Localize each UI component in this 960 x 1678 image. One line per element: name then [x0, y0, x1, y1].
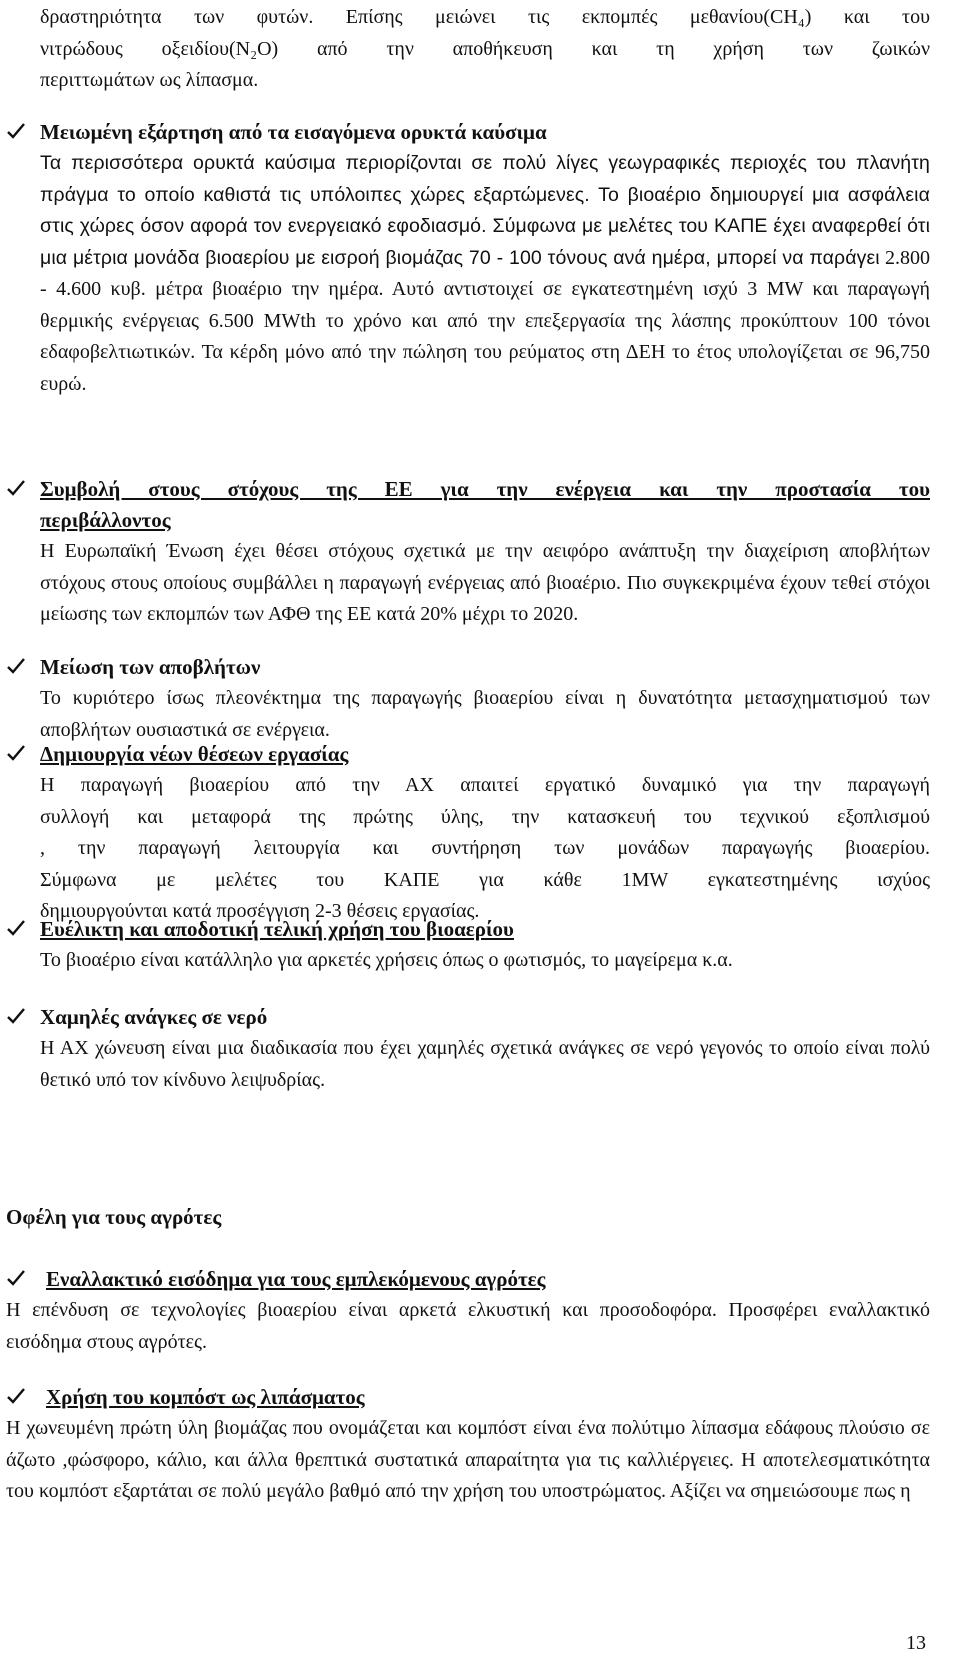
intro-paragraph — [40, 2, 930, 97]
waste-heading — [40, 652, 930, 683]
farmers-section-title: Οφέλη για τους αγρότες — [6, 1205, 222, 1229]
jobs-heading-text: Δημιουργία νέων θέσεων εργασίας — [40, 742, 349, 766]
jobs-paragraph — [40, 770, 930, 928]
income-heading-text: Εναλλακτικό εισόδημα για τους εμπλεκόμενους αγρότες — [46, 1267, 546, 1291]
check-mark-icon — [6, 652, 26, 683]
check-mark-icon — [6, 117, 26, 148]
intro-line-3: περιττωμάτων ως λίπασμα. — [40, 69, 259, 91]
eu-paragraph: Η Ευρωπαϊκή Ένωση έχει θέσει στόχους σχετικά με την αειφόρο ανάπτυξη την διαχείριση αποβλήτων στόχους στους οποίους συμβάλλει η παραγωγή ενέργειας από βιοαέριο. Πιο συγκεκριμένα έχουν τεθεί στόχοι μείωσης των εκπομπών των ΑΦΘ της ΕΕ κατά 20% μέχρι το 2020. — [40, 540, 930, 625]
fossil-text-serif: 2.800 - 4.600 κυβ. μέτρα βιοαέριο την ημέρα. Αυτό αντιστοιχεί σε εγκατεστημένη ισχύ 3 MW και παραγωγή θερμικής ενέργειας 6.500 MWth το χρόνο και από την επεξεργασία της λάσπης προκύπτουν 100 τόνοι εδαφοβελτιωτικών. Τα κέρδη μόνο από την πώληση του ρεύματος στη ΔΕΗ το έτος υπολογίζεται σε 96,750 ευρώ. — [40, 246, 930, 395]
jobs-line-3: , την παραγωγή λειτουργία και συντήρηση των μονάδων παραγωγής βιοαερίου. — [40, 837, 930, 859]
fossil-heading-text: Μειωμένη εξάρτηση από τα εισαγόμενα ορυκτά καύσιμα — [40, 120, 547, 144]
income-paragraph: Η επένδυση σε τεχνολογίες βιοαερίου είναι αρκετά ελκυστική και προσοδοφόρα. Προσφέρει εναλλακτικό εισόδημα στους αγρότες. — [6, 1299, 930, 1353]
water-heading — [40, 1002, 930, 1033]
waste-paragraph: Το κυριότερο ίσως πλεονέκτημα της παραγωγής βιοαερίου είναι η δυνατότητα μετασχηματισμού των αποβλήτων ουσιαστικά σε ενέργεια. — [40, 687, 930, 741]
jobs-line-5: δημιουργούνται κατά προσέγγιση 2-3 θέσεις εργασίας. — [40, 900, 480, 922]
compost-paragraph: Η χωνευμένη πρώτη ύλη βιομάζας που ονομάζεται και κομπόστ είναι ένα πολύτιμο λίπασμα εδάφους πλούσιο σε άζωτο ,φώσφορο, κάλιο, και άλλα θρεπτικά συστατικά απαραίτητα για τις καλλιέργειες. Η αποτελεσματικότητα του κομπόστ εξαρτάται σε πολύ μεγάλο βαθμό από την χρήση του υποστρώματος. Αξίζει να σημειώσουμε πως η — [6, 1417, 930, 1502]
check-mark-icon — [6, 474, 26, 505]
check-mark-icon — [6, 1382, 26, 1413]
compost-heading — [6, 1382, 926, 1413]
fossil-heading — [40, 117, 930, 148]
page-number: 13 — [906, 1632, 926, 1654]
jobs-line-1: Η παραγωγή βιοαερίου από την ΑΧ απαιτεί εργατικό δυναμικό για την παραγωγή — [40, 774, 930, 796]
fossil-text-sans: Τα περισσότερα ορυκτά καύσιμα περιορίζονται σε πολύ λίγες γεωγραφικές περιοχές του πλανήτη πράγμα το οποίο καθιστά τις υπόλοιπες χώρες εξαρτώμενες. Το βιοαέριο δημιουργεί μια ασφάλεια στις χώρες όσον αφορά τον ενεργειακό εφοδιασμό. Σύμφωνα με μελέτες του ΚΑΠΕ έχει αναφερθεί ότι μια μέτρια μονάδα βιοαερίου με εισροή βιομάζας 70 - 100 τόνους ανά ημέρα, μπορεί να παράγει — [40, 152, 930, 269]
jobs-line-4: Σύμφωνα με μελέτες του ΚΑΠΕ για κάθε 1MW εγκατεστημένης ισχύος — [40, 868, 930, 891]
check-mark-icon — [6, 739, 26, 770]
check-mark-icon — [6, 1002, 26, 1033]
water-heading-text: Χαμηλές ανάγκες σε νερό — [40, 1005, 268, 1029]
fossil-paragraph — [40, 148, 930, 400]
jobs-line-2: συλλογή και μεταφορά της πρώτης ύλης, την κατασκευή του τεχνικού εξοπλισμού — [40, 805, 930, 828]
flexible-paragraph: Το βιοαέριο είναι κατάλληλο για αρκετές χρήσεις όπως ο φωτισμός, το μαγείρεμα κ.α. — [40, 949, 733, 971]
eu-heading-line-1: Συμβολή στους στόχους της ΕΕ για την ενέργεια και την προστασία του — [40, 477, 930, 501]
check-mark-icon — [6, 1264, 26, 1295]
water-paragraph: Η ΑΧ χώνευση είναι μια διαδικασία που έχει χαμηλές σχετικά ανάγκες σε νερό γεγονός το οποίο είναι πολύ θετικό υπό τον κίνδυνο λειψυδρίας. — [40, 1037, 930, 1091]
eu-heading-line-2: περιβάλλοντος — [40, 508, 171, 532]
jobs-heading — [40, 739, 930, 770]
compost-heading-text: Χρήση του κομπόστ ως λιπάσματος — [46, 1385, 365, 1409]
waste-heading-text: Μείωση των αποβλήτων — [40, 655, 261, 679]
intro-line-1: δραστηριότητα των φυτών. Επίσης μειώνει τις εκπομπές μεθανίου(CH₄) και του — [40, 6, 930, 28]
flexible-heading-text: Ευέλικτη και αποδοτική τελική χρήση του βιοαερίου — [40, 917, 514, 941]
flexible-heading — [40, 914, 930, 945]
income-heading — [6, 1264, 926, 1295]
check-mark-icon — [6, 914, 26, 945]
eu-heading — [40, 474, 930, 536]
intro-line-2: νιτρώδους οξειδίου(N₂O) από την αποθήκευση και τη χρήση των ζωικών — [40, 37, 930, 60]
